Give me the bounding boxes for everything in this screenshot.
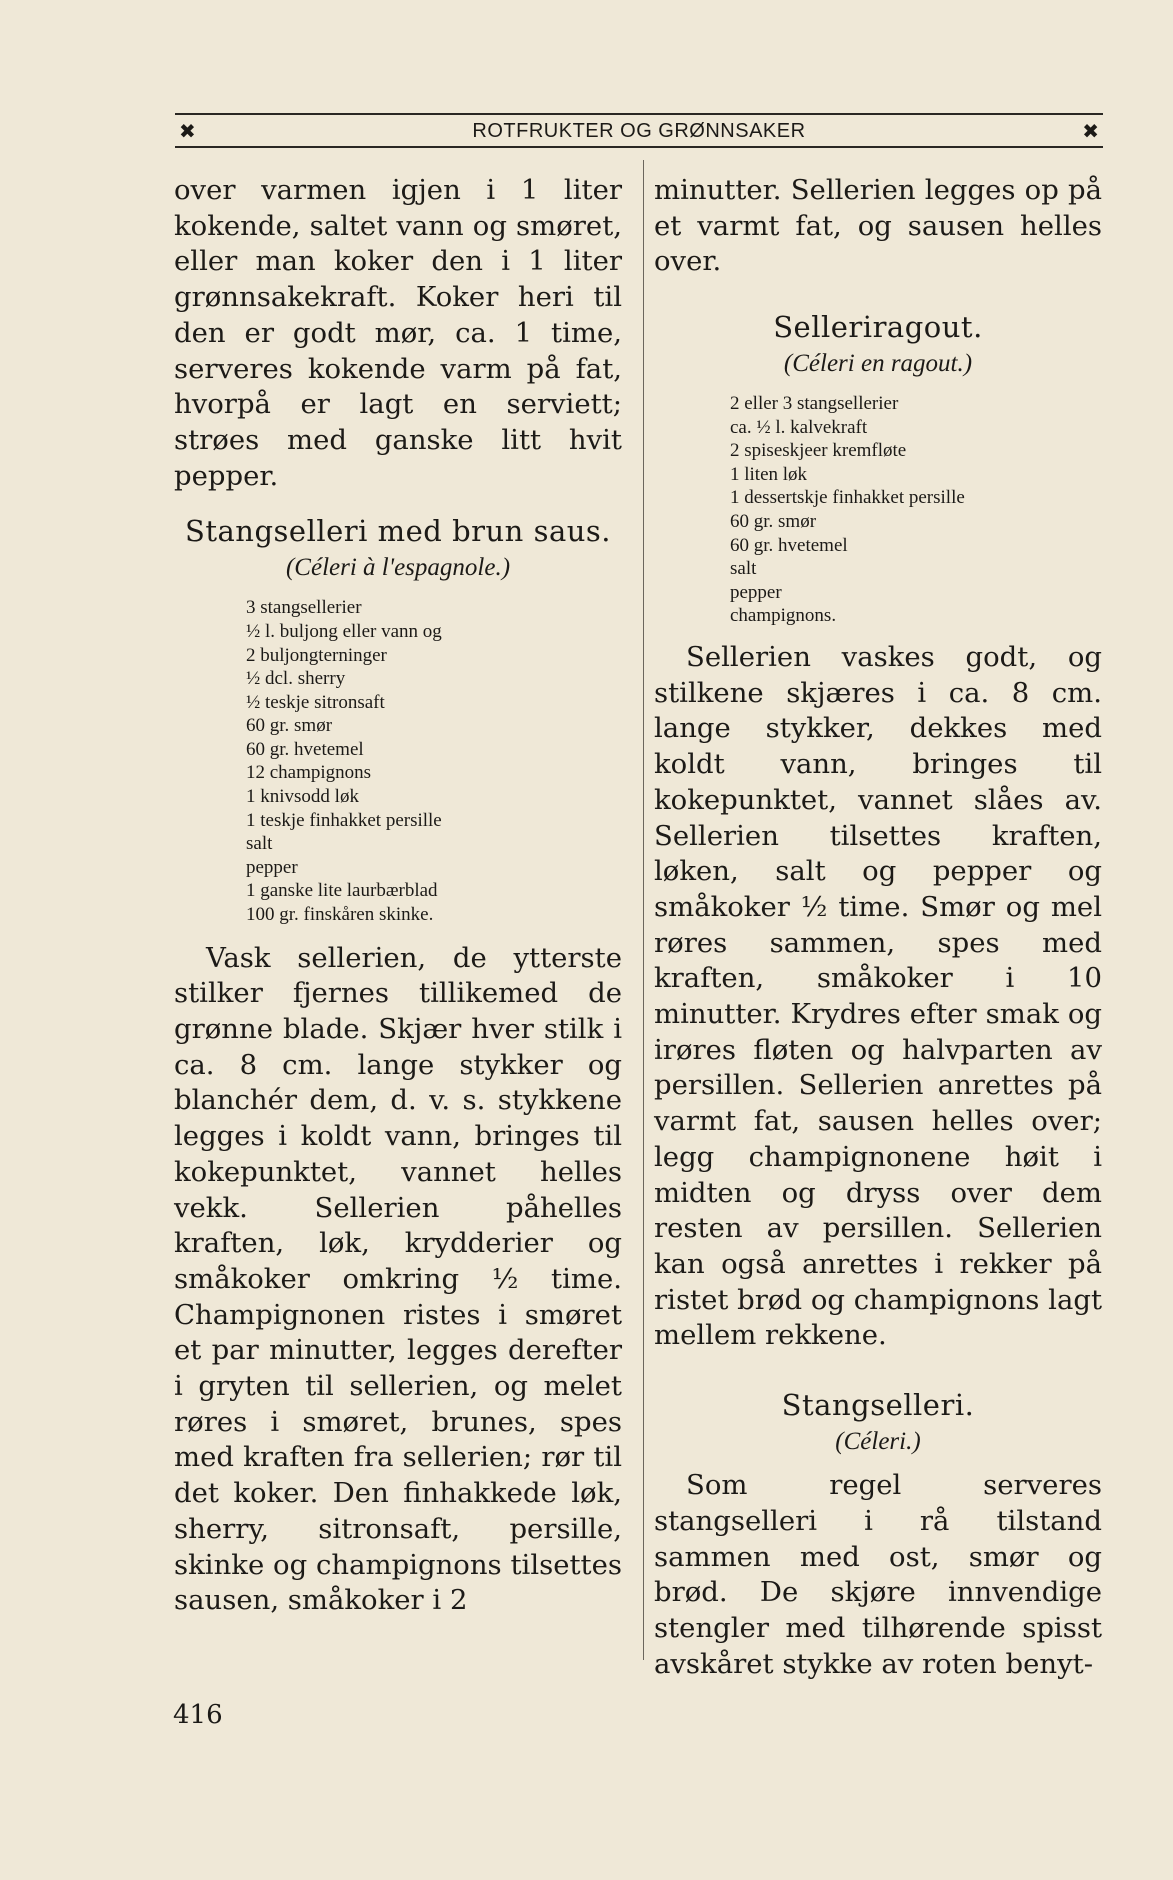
- recipe-method-selleriragout: Sellerien vaskes godt, og stilkene skjæres i ca. 8 cm. lange stykker, dekkes med koldt vann, bringes til kokepunktet, vannet slåes av. Sellerien tilsettes kraften, løken, salt og pepper og småkoker ½ time. Smør og mel røres sammen, spes med kraften, småkoker i 10 minutter. Krydres efter smak og irøres fløten og halvparten av persillen. Sellerien anrettes på varmt fat, sausen helles over; legg champignonene høit i midten og dryss over dem resten av persillen. Sellerien kan også anrettes i rekker på ristet brød og champignons lagt mellem rekkene.: [654, 641, 1102, 1352]
- ingredient-item: 2 spiseskjeer kremfløte: [730, 440, 907, 462]
- header-right-ornament-icon: ✖: [1082, 119, 1099, 143]
- ingredient-item: 3 stangsellerier: [246, 597, 362, 619]
- right-intro-paragraph: minutter. Sellerien legges op på et varmt fat, og sausen helles over.: [654, 174, 1102, 278]
- ingredient-item: 1 knivsodd løk: [246, 786, 359, 808]
- ingredient-item: pepper: [246, 856, 298, 878]
- running-header: [175, 117, 1103, 145]
- recipe-subtitle-espagnole: (Céleri à l'espagnole.): [285, 554, 511, 582]
- ingredient-item: salt: [730, 558, 757, 580]
- ingredient-item: 1 teskje finhakket persille: [246, 809, 442, 831]
- running-header-title: ROTFRUKTER OG GRØNNSAKER: [472, 120, 806, 142]
- recipe-method-brun-saus: Vask sellerien, de ytterste stilker fjernes tillikemed de grønne blade. Skjær hver stilk i ca. 8 cm. lange stykker og blanchér dem, d. v. s. stykkene legges i koldt vann, bringes til kokepunktet, vannet helles vekk. Sellerien påhelles kraften, løk, krydderier og småkoker omkring ½ time. Champignonen ristes i smøret et par minutter, legges derefter i gryten til sellerien, og melet røres i smøret, brunes, spes med kraften fra sellerien; rør til det koker. Den finhakkede løk, sherry, sitronsaft, persille, skinke og champignons tilsettes sausen, småkoker i 2: [174, 941, 622, 1617]
- ingredient-item: 2 eller 3 stangsellerier: [730, 393, 899, 415]
- ingredient-item: 60 gr. hvetemel: [730, 534, 848, 556]
- recipe-subtitle-ragout: (Céleri en ragout.): [783, 350, 973, 378]
- page-number: 416: [173, 1700, 223, 1730]
- header-left-ornament-icon: ✖: [179, 119, 196, 143]
- ingredient-item: ½ dcl. sherry: [246, 668, 346, 690]
- ingredient-item: 2 buljongterninger: [246, 644, 387, 666]
- ingredient-list-brun-saus: [174, 596, 622, 926]
- ingredient-item: ½ teskje sitronsaft: [246, 691, 385, 713]
- ingredient-item: ca. ½ l. kalvekraft: [730, 416, 868, 438]
- ingredient-item: 60 gr. hvetemel: [246, 738, 364, 760]
- ingredient-list-selleriragout: [654, 392, 1102, 628]
- ingredient-item: ½ l. buljong eller vann og: [246, 620, 442, 642]
- ingredient-item: 60 gr. smør: [730, 511, 817, 533]
- right-column: [654, 173, 1102, 1682]
- header-top-rule: [175, 113, 1103, 115]
- recipe-subtitle-celeri: (Céleri.): [835, 1428, 921, 1456]
- ingredient-item: 60 gr. smør: [246, 715, 333, 737]
- ingredient-item: 1 liten løk: [730, 463, 808, 485]
- recipe-title-selleriragout: Selleriragout.: [773, 310, 983, 345]
- ingredient-item: champignons.: [730, 605, 837, 627]
- recipe-method-stangselleri: Som regel serveres stangselleri i rå tilstand sammen med ost, smør og brød. De skjøre innvendige stengler med tilhørende spisst avskåret stykke av roten benyt-: [654, 1469, 1102, 1680]
- column-divider: [643, 160, 644, 1660]
- ingredient-item: pepper: [730, 581, 782, 603]
- recipe-title-stangselleri-brun-saus: Stangselleri med brun saus.: [184, 514, 612, 549]
- header-bottom-rule: [175, 146, 1103, 148]
- ingredient-item: 1 dessertskje finhakket persille: [730, 487, 965, 509]
- left-intro-paragraph: over varmen igjen i 1 liter kokende, saltet vann og smøret, eller man koker den i 1 liter grønnsakekraft. Koker heri til den er godt mør, ca. 1 time, serveres kokende varm på fat, hvorpå er lagt en serviett; strøes med ganske litt hvit pepper.: [174, 174, 622, 492]
- left-column: [174, 173, 622, 1619]
- ingredient-item: 100 gr. finskåren skinke.: [246, 904, 434, 926]
- ingredient-item: 1 ganske lite laurbærblad: [246, 880, 438, 902]
- recipe-title-stangselleri: Stangselleri.: [781, 1388, 975, 1423]
- ingredient-item: salt: [246, 833, 273, 855]
- ingredient-item: 12 champignons: [246, 762, 372, 784]
